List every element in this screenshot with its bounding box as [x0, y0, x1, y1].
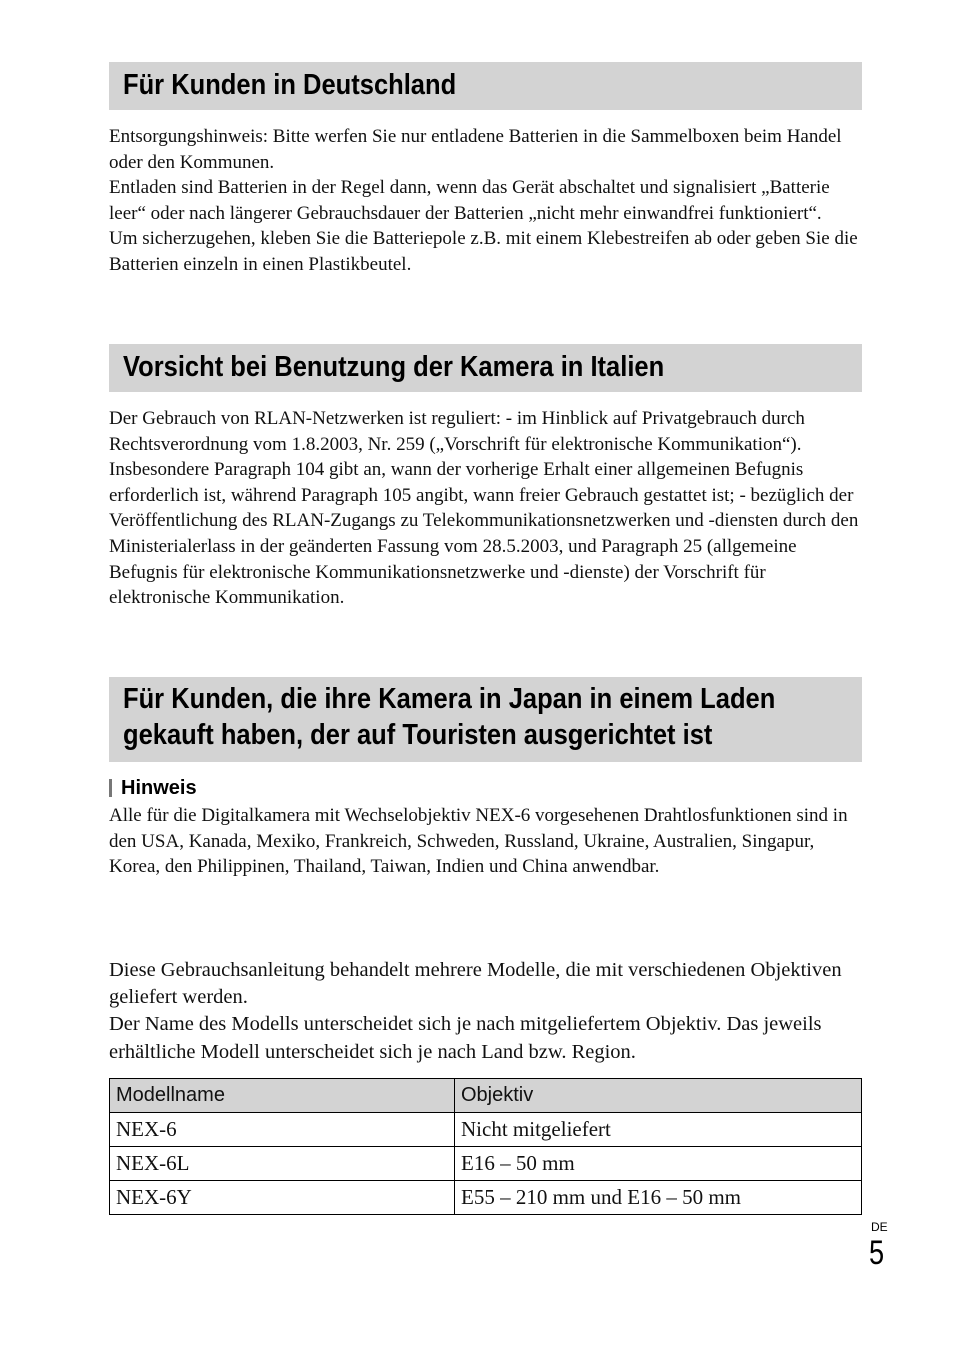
section-title: Vorsicht bei Benutzung der Kamera in Italien — [123, 351, 665, 383]
table-header-row — [110, 1079, 862, 1113]
paragraph: Der Gebrauch von RLAN-Netzwerken ist reguliert: - im Hinblick auf Privatgebrauch durch Rechtsverordnung vom 1.8.2003, Nr. 259 („Vorschrift für elektronische Kommunikation“). Insbesondere Paragraph 104 gibt an, wann der vorherige Erhalt einer allgemeinen Befugnis erforderlich ist, während Paragraph 105 angibt, wann freier Gebrauch gestattet ist; - bezüglich der Veröffentlichung des RLAN-Zugangs zu Telekommunikationsnetzwerken und -diensten durch den Ministerialerlass in der geänderten Fassung vom 28.5.2003, und Paragraph 25 (allgemeine Befugnis für elektronische Kommunikationsnetzwerke und -dienste) der Vorschrift für elektronische Kommunikation. — [109, 408, 859, 609]
section-title-line-1: Für Kunden, die ihre Kamera in Japan in einem Laden — [123, 683, 776, 715]
models-intro — [109, 957, 849, 1066]
note-heading-label: Hinweis — [121, 777, 197, 799]
section-heading-italien — [109, 344, 862, 392]
models-table — [109, 1078, 862, 1215]
table-row — [110, 1181, 862, 1215]
paragraph: Diese Gebrauchsanleitung behandelt mehrere Modelle, die mit verschiedenen Objektiven geliefert werden. — [109, 959, 842, 1009]
lens-cell: E55 – 210 mm und E16 – 50 mm — [455, 1181, 862, 1215]
lens-cell: E16 – 50 mm — [455, 1147, 862, 1181]
model-name-cell: NEX-6Y — [110, 1181, 455, 1215]
page-number: 5 — [869, 1234, 885, 1272]
section-body-italien — [109, 406, 869, 611]
section-title: Für Kunden in Deutschland — [123, 69, 457, 101]
model-name-cell: NEX-6 — [110, 1113, 455, 1147]
note-heading — [109, 776, 197, 800]
paragraph: Der Name des Modells unterscheidet sich je nach mitgeliefertem Objektiv. Das jeweils erhältliche Modell unterscheidet sich je nach Land bzw. Region. — [109, 1013, 822, 1063]
section-heading-japan — [109, 677, 862, 762]
section-body-deutschland — [109, 124, 869, 278]
note-marker — [109, 779, 112, 797]
table-row — [110, 1113, 862, 1147]
column-header-model-name: Modellname — [110, 1079, 455, 1113]
section-title-line-2: gekauft haben, der auf Touristen ausgerichtet ist — [123, 719, 713, 751]
page-language-code: DE — [871, 1220, 888, 1234]
paragraph: Um sicherzugehen, kleben Sie die Batteriepole z.B. mit einem Klebestreifen ab oder geben Sie die Batterien einzeln in einen Plastikbeutel. — [109, 228, 858, 275]
section-heading-deutschland — [109, 62, 862, 110]
lens-cell: Nicht mitgeliefert — [455, 1113, 862, 1147]
paragraph: Alle für die Digitalkamera mit Wechselobjektiv NEX-6 vorgesehenen Drahtlosfunktionen sind in den USA, Kanada, Mexiko, Frankreich, Schweden, Russland, Ukraine, Australien, Singapur, Korea, den Philippinen, Thailand, Taiwan, Indien und China anwendbar. — [109, 805, 848, 878]
column-header-lens: Objektiv — [455, 1079, 862, 1113]
table-row — [110, 1147, 862, 1181]
note-body — [109, 803, 869, 880]
paragraph: Entladen sind Batterien in der Regel dann, wenn das Gerät abschaltet und signalisiert „Batterie leer“ oder nach längerer Gebrauchsdauer der Batterien „nicht mehr einwandfrei funktioniert“. — [109, 177, 830, 224]
model-name-cell: NEX-6L — [110, 1147, 455, 1181]
paragraph: Entsorgungshinweis: Bitte werfen Sie nur entladene Batterien in die Sammelboxen beim Handel oder den Kommunen. — [109, 126, 842, 173]
